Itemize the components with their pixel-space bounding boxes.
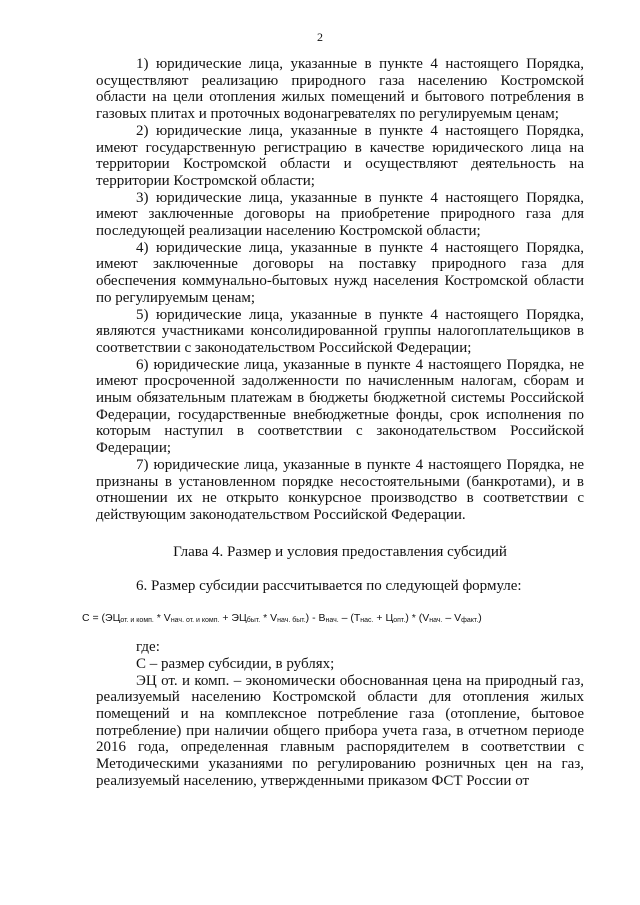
formula-part: ) - В — [305, 612, 326, 625]
condition-paragraph-7: 7) юридические лица, указанные в пункте 4 настоящего Порядка, не признаны в установленном порядке несостоятельными (банкротами), и в отношении их не открыто конкурсное производство в соответствии с действующим законодательством Российской Федерации. — [96, 456, 584, 523]
formula-subscript: нач. от. и комп. — [170, 617, 220, 625]
page-number: 2 — [317, 30, 323, 44]
condition-paragraph-6: 6) юридические лица, указанные в пункте 4 настоящего Порядка, не имеют просроченной задолженности по начисленным налогам, сборам и иным обязательным платежам в бюджеты бюджетной системы Российской Федерации, государственные внебюджетные фонды, срок исполнения по которым наступил в соответствии с законодательством Российской Федерации; — [96, 356, 584, 457]
formula-subscript: нач. — [429, 617, 443, 625]
formula-part: ) * (V — [405, 612, 430, 625]
formula-subscript: нас. — [360, 617, 374, 625]
formula-part: + Ц — [373, 612, 394, 625]
formula-part: * V — [260, 612, 278, 625]
formula-part: + ЭЦ — [219, 612, 247, 625]
document-body — [82, 56, 584, 789]
formula-intro: 6. Размер субсидии рассчитывается по следующей формуле: — [136, 578, 522, 595]
formula-subscript: нач. быт. — [277, 617, 306, 625]
chapter-heading: Глава 4. Размер и условия предоставления субсидий — [173, 543, 507, 560]
formula-part: * V — [153, 612, 171, 625]
subsidy-formula — [82, 611, 592, 628]
formula-subscript: от. и комп. — [120, 617, 154, 625]
condition-paragraph-2: 2) юридические лица, указанные в пункте 4 настоящего Порядка, имеют государственную регистрацию в качестве юридического лица на территории Костромской области и осуществляют деятельность на территории Костромской области; — [96, 122, 584, 189]
formula-part: С = (ЭЦ — [82, 612, 121, 625]
condition-paragraph-5: 5) юридические лица, указанные в пункте 4 настоящего Порядка, являются участниками консолидированной группы налогоплательщиков в соответствии с законодательством Российской Федерации; — [96, 306, 584, 356]
condition-paragraph-4: 4) юридические лица, указанные в пункте 4 настоящего Порядка, имеют заключенные договоры на поставку природного газа для обеспечения коммунально-бытовых нужд населения Костромской области по регулируемым ценам; — [96, 239, 584, 306]
formula-part: ) — [478, 612, 482, 625]
where-label: где: — [136, 639, 160, 656]
formula-subscript: опт. — [393, 617, 406, 625]
formula-subscript: быт. — [246, 617, 261, 625]
condition-paragraph-1: 1) юридические лица, указанные в пункте 4 настоящего Порядка, осуществляют реализацию природного газа населению Костромской области на цели отопления жилых помещений и бытового потребления в газовых плитах и проточных водонагревателях по регулируемым ценам; — [96, 56, 584, 123]
definition-c: С – размер субсидии, в рублях; — [136, 655, 335, 672]
definition-ec: ЭЦ от. и комп. – экономически обоснованная цена на природный газ, реализуемый населению Костромской области для отопления жилых помещений и на комплексное потребление газа (отопление, бытовое потребление) при наличии общего прибора учета газа, в отчетном периоде 2016 года, определенная главным распорядителем в соответствии с Методическими указаниями по регулированию розничных цен на газ, реализуемый населению, утвержденными приказом ФСТ России от — [96, 672, 584, 789]
formula-subscript: факт. — [461, 617, 479, 625]
formula-subscript: нач. — [325, 617, 339, 625]
condition-paragraph-3: 3) юридические лица, указанные в пункте 4 настоящего Порядка, имеют заключенные договоры на приобретение природного газа для последующей реализации населению Костромской области; — [96, 189, 584, 240]
formula-part: – (Т — [338, 612, 361, 625]
formula-part: – V — [442, 612, 462, 625]
